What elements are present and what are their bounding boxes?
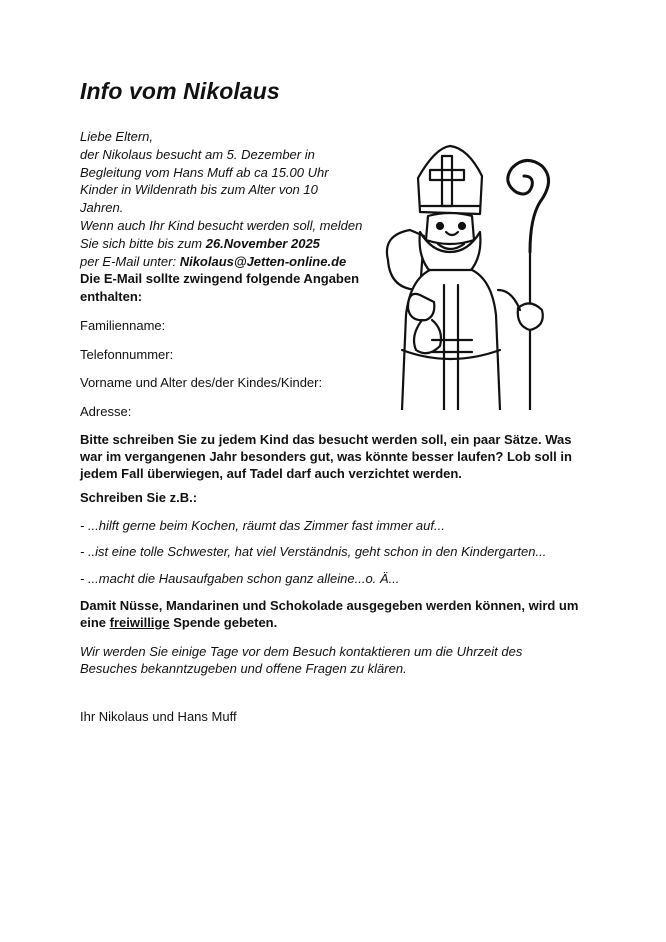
instruction-text: Bitte schreiben Sie zu jedem Kind das besucht werden soll, ein paar Sätze. Was war im vergangenen Jahr besonders gut, was könnte besser laufen? Lob soll in jedem Fall überwiegen, auf Tadel darf auch verzichtet werden.: [80, 432, 572, 481]
deadline-prefix: Sie sich bitte bis zum: [80, 235, 206, 251]
example-item-1: - ...hilft gerne beim Kochen, räumt das Zimmer fast immer auf...: [80, 518, 445, 533]
email-prefix: per E-Mail unter:: [80, 253, 180, 269]
signature: Ihr Nikolaus und Hans Muff: [80, 709, 237, 724]
donation-text: [80, 597, 580, 631]
example-item-2: - ..ist eine tolle Schwester, hat viel Verständnis, geht schon in den Kindergarten...: [80, 544, 547, 559]
donation-suffix: Spende gebeten.: [169, 615, 278, 630]
email-line: [80, 253, 380, 271]
email-address: Nikolaus@Jetten-online.de: [179, 253, 347, 269]
intro-paragraph: [80, 128, 380, 306]
nikolaus-illustration-icon: [380, 140, 565, 410]
intro-line: der Nikolaus besucht am 5. Dezember in: [80, 146, 315, 162]
donation-prefix: Damit Nüsse, Mandarinen und Schokolade ausgegeben werden können, wird um eine: [80, 598, 579, 630]
field-family-name: Familienname:: [80, 318, 166, 333]
field-address: Adresse:: [80, 404, 132, 419]
greeting: Liebe Eltern,: [80, 129, 153, 144]
intro-line: Begleitung vom Hans Muff ab ca 15.00 Uhr: [80, 164, 329, 180]
page-title: Info vom Nikolaus: [80, 78, 280, 104]
intro-line: Jahren.: [80, 200, 124, 216]
field-phone: Telefonnummer:: [80, 347, 174, 362]
field-child-name-age: Vorname und Alter des/der Kindes/Kinder:: [80, 375, 323, 390]
intro-line: Wenn auch Ihr Kind besucht werden soll, melden: [80, 217, 363, 233]
deadline-date: 26.November 2025: [205, 235, 320, 251]
requirement-text: Die E-Mail sollte zwingend folgende Angaben enthalten:: [80, 271, 360, 305]
intro-line: Kinder in Wildenrath bis zum Alter von 10: [80, 182, 318, 198]
example-item-3: - ...macht die Hausaufgaben schon ganz alleine...o. Ä...: [80, 571, 400, 586]
examples-heading: Schreiben Sie z.B.:: [80, 490, 198, 505]
contact-note: Wir werden Sie einige Tage vor dem Besuch kontaktieren um die Uhrzeit des Besuches bekanntzugeben und offene Fragen zu klären.: [80, 644, 523, 676]
donation-underlined: freiwillige: [109, 615, 170, 630]
deadline-line: [80, 235, 380, 253]
